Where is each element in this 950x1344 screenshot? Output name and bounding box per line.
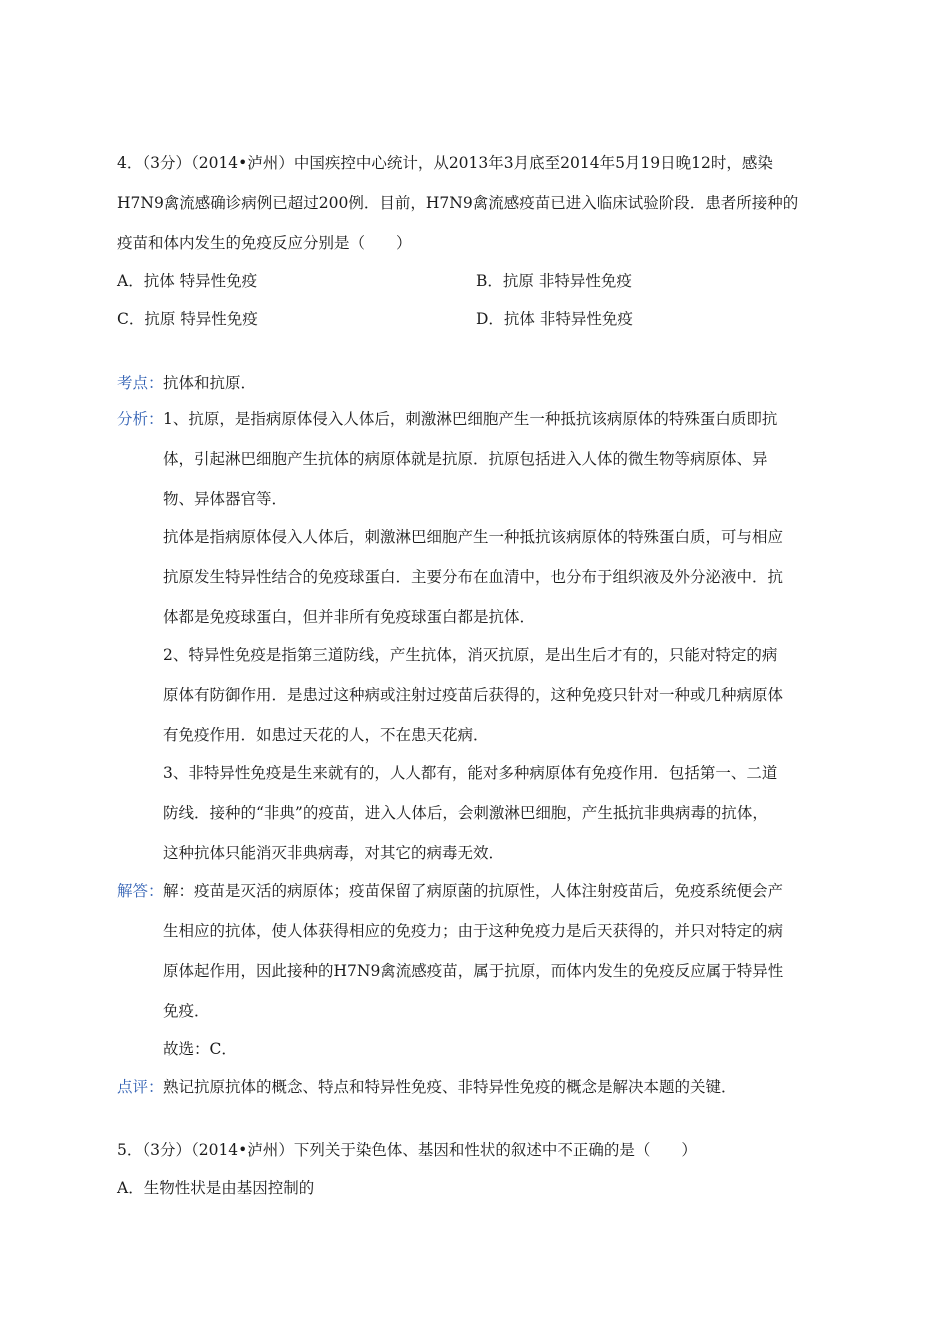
q4-stem-line-1: 4．（3分）（2014•泸州）中国疾控中心统计，从2013年3月底至2014年5月19日晚12时，感染: [117, 154, 773, 172]
q4-stem-line-2: H7N9禽流感确诊病例已超过200例．目前，H7N9禽流感疫苗已进入临床试验阶段．患者所接种的: [117, 194, 799, 212]
kaodian-label: 考点：: [117, 374, 164, 392]
dianping-text: 熟记抗原抗体的概念、特点和特异性免疫、非特异性免疫的概念是解决本题的关键．: [163, 1078, 737, 1096]
fenxi-line-8: 原体有防御作用．是患过这种病或注射过疫苗后获得的，这种免疫只针对一种或几种病原体: [163, 686, 784, 704]
jieda-label: 解答：: [117, 882, 164, 900]
fenxi-line-2: 体，引起淋巴细胞产生抗体的病原体就是抗原．抗原包括进入人体的微生物等病原体、异: [163, 450, 768, 468]
jieda-answer: 故选：C．: [163, 1040, 237, 1058]
fenxi-line-6: 体都是免疫球蛋白，但并非所有免疫球蛋白都是抗体．: [163, 608, 536, 626]
fenxi-line-4: 抗体是指病原体侵入人体后，刺激淋巴细胞产生一种抵抗该病原体的特殊蛋白质，可与相应: [163, 528, 784, 546]
fenxi-label: 分析：: [117, 410, 164, 428]
q4-option-c: C．抗原 特异性免疫: [117, 310, 258, 328]
jieda-line-4: 免疫．: [163, 1002, 210, 1020]
fenxi-line-3: 物、异体器官等．: [163, 490, 288, 508]
q4-option-d: D．抗体 非特异性免疫: [476, 310, 633, 328]
fenxi-line-1: 1、抗原，是指病原体侵入人体后，刺激淋巴细胞产生一种抵抗该病原体的特殊蛋白质即抗: [163, 410, 778, 428]
fenxi-line-12: 这种抗体只能消灭非典病毒，对其它的病毒无效．: [163, 844, 505, 862]
q5-stem: 5．（3分）（2014•泸州）下列关于染色体、基因和性状的叙述中不正确的是（ ）: [117, 1141, 697, 1159]
q4-option-a: A．抗体 特异性免疫: [117, 272, 258, 290]
fenxi-line-7: 2、特异性免疫是指第三道防线，产生抗体，消灭抗原，是出生后才有的，只能对特定的病: [163, 646, 778, 664]
fenxi-line-11: 防线．接种的“非典”的疫苗，进入人体后，会刺激淋巴细胞，产生抵抗非典病毒的抗体，: [163, 804, 768, 822]
q4-stem-line-3: 疫苗和体内发生的免疫反应分别是（ ）: [117, 234, 412, 252]
jieda-line-2: 生相应的抗体，使人体获得相应的免疫力；由于这种免疫力是后天获得的，并只对特定的病: [163, 922, 784, 940]
fenxi-line-9: 有免疫作用．如患过天花的人，不在患天花病．: [163, 726, 489, 744]
fenxi-line-5: 抗原发生特异性结合的免疫球蛋白．主要分布在血清中，也分布于组织液及外分泌液中．抗: [163, 568, 784, 586]
kaodian-text: 抗体和抗原．: [163, 374, 257, 392]
fenxi-line-10: 3、非特异性免疫是生来就有的，人人都有，能对多种病原体有免疫作用．包括第一、二道: [163, 764, 778, 782]
jieda-line-3: 原体起作用，因此接种的H7N9禽流感疫苗，属于抗原，而体内发生的免疫反应属于特异性: [163, 962, 784, 980]
q5-option-a: A．生物性状是由基因控制的: [117, 1179, 315, 1197]
q4-option-b: B．抗原 非特异性免疫: [476, 272, 632, 290]
jieda-line-1: 解：疫苗是灭活的病原体；疫苗保留了病原菌的抗原性，人体注射疫苗后，免疫系统便会产: [163, 882, 784, 900]
dianping-label: 点评：: [117, 1078, 164, 1096]
